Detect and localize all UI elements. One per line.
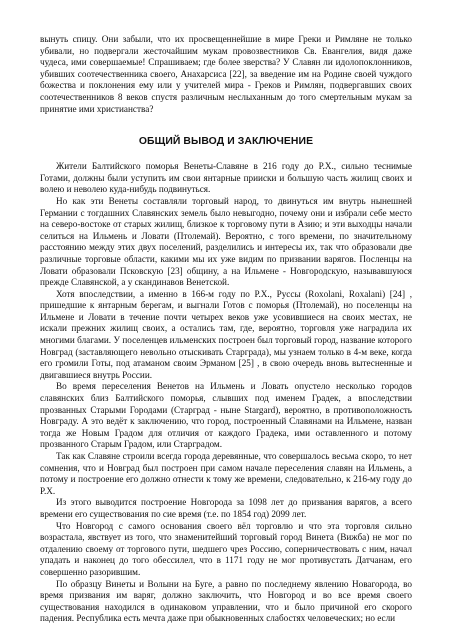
- section-title: ОБЩИЙ ВЫВОД И ЗАКЛЮЧЕНИЕ: [138, 136, 314, 148]
- intro-paragraph: вынуть спицу. Они забыли, что их просвещеннейшие в мире Греки и Римляне не только убивали, но подвергали жесточайшим мукам провозвестников Св. Евангелия, видя даже чудеса, ими совершаемые! Спрашиваем; где более зверства? У Славян ли идолопоклонников, убивших соотечественника своего, Анахарсиса [22], за введение им на Родине своей чуждого божества и поклонения ему или у учителей мира - Греков и Римлян, подвергавших своих соотечественников 8 веков спустя различным неслыханным до того смертельным мукам за принятие ими христианства?: [40, 34, 412, 114]
- body-paragraph: Так как Славяне строили всегда города деревянные, что совершалось весьма скоро, то нет сомнения, что и Новград был построен при самом начале переселения славян на Ильмень, а потому и построение его должно отнести к тому же времени, следовательно, к 216-му году до Р.Х.: [40, 451, 412, 496]
- body-paragraph: Но как эти Венеты составляли торговый народ, то двинуться им внутрь нынешней Германии с тогдашних Славянских земель было невыгодно, почему они и избрали себе место на северо-востоке от старых жилищ, близкое к торговому пути в Азию; и эти выходцы начали селиться на Ильмень и Ловати (Птолемай). Вероятно, с того времени, по значительному расстоянию между этих двух поселений, разделились и интересы их, так что образовали две различные торговые области, какими мы их уже видим по призвании варягов. Посленцы на Ловати образовали Псковскую [23] общину, а на Ильмене - Новгородскую, называвшуюся прежде Славянской, а у скандинавов Венетской.: [40, 195, 412, 288]
- body-paragraph: По образцу Винеты и Волыни на Буге, а равно по последнему явлению Новагорода, во время призвания им варяг, должно заключить, что Новгород и во все время своего существования находился в одинаковом управлении, что и было причиной его скорого падения. Республика есть мечта даже при обыкновенных слабостях человеческих; но если: [40, 578, 412, 624]
- body-paragraph: Хотя впоследствии, а именно в 166-м году по Р.Х., Руссы (Roxolani, Roxalani) [24] , пришедшие к янтарным берегам, и выгнали Готов с поморья (Птолемай), но поселенцы на Ильмене и Ловати в течение почти четырех веков уже усовившиеся на своих местах, не искали прежних жилищ своих, а остались там, где, вероятно, торговля уже наградила их многими благами. У поселенцев ильменских построен был торговый город, название которого Новград (заставляющего невольно отыскивать Старграда), мы узнаем только в 4-м веке, когда его громили Готы, под атаманом своим Эрманом [25] , в свою очередь вновь вытесненные и двигавшиеся внутрь России.: [40, 288, 412, 380]
- body-paragraph: Жители Балтийского поморья Венеты-Славяне в 216 году до Р.Х., сильно теснимые Готами, должны были уступить им свои янтарные прииски и большую часть жилищ своих и волею и неволею куда-нибудь подвинуться.: [40, 161, 412, 195]
- body-paragraph: Во время переселения Венетов на Ильмень и Ловать опустело несколько городов славянских близ Балтийского поморья, слывших под именем Градек, а впоследствии прозванных Старыми Городами (Старград - ныне Stargard), вероятно, в противоположность Новграду. А это ведёт к заключению, что город, построенный Славянами на Ильмене, назван тогда же Новым Градом для отличия от каждого Градека, ими оставленного и потому прозванного Старым Градом, или Старградом.: [40, 381, 412, 450]
- body-paragraph: Что Новгород с самого основания своего вёл торговлю и что эта торговля сильно возрастала, явствует из того, что знаменитейший торговый город Винета (Вижба) не мог по отдалению своему от торгового пути, шедшего чрез Россию, соперничествовать с ним, начал упадать и наконец до того обессилел, что в 1171 году не мог противустать Датчанам, его совершенно разорившим.: [40, 520, 412, 577]
- body-paragraph: Из этого выводится построение Новгорода за 1098 лет до призвания варягов, а всего времени его существования по сие время (т.е. по 1854 год) 2099 лет.: [40, 497, 412, 519]
